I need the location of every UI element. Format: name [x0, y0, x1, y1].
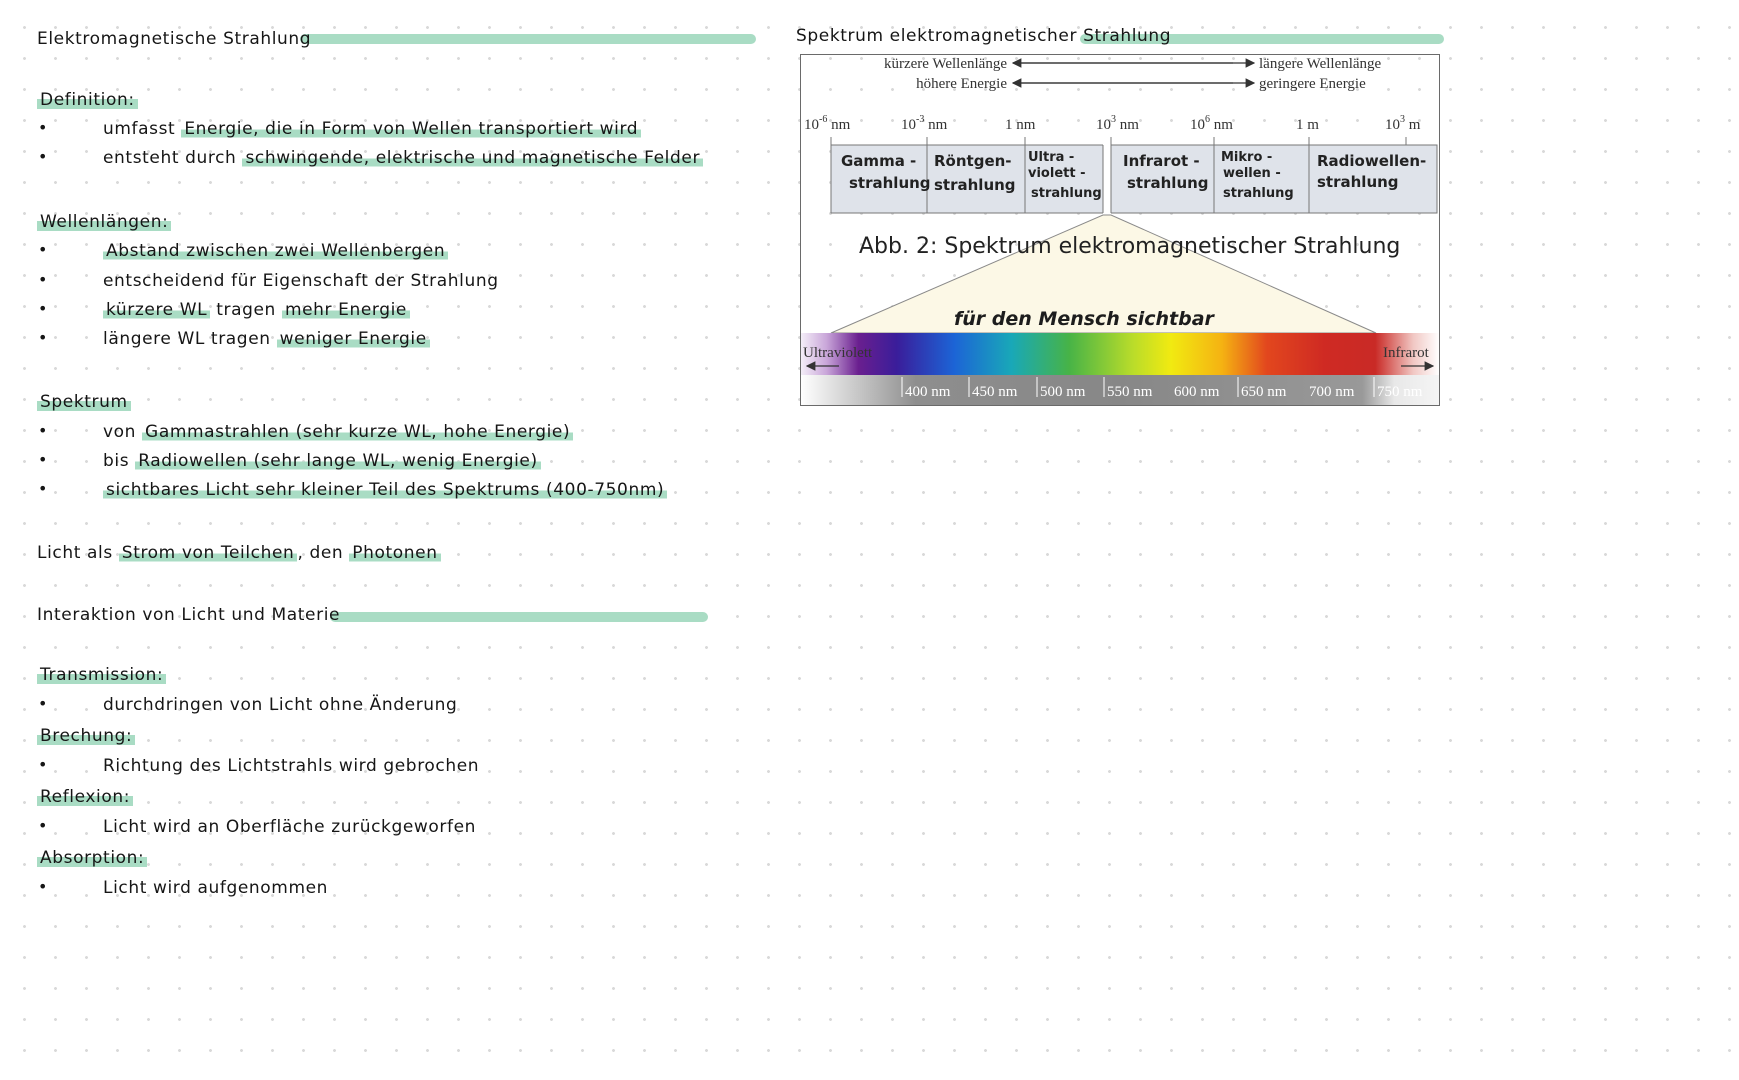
title-text: Elektromagnetische Strahlung — [37, 29, 312, 49]
scale-ticks — [831, 137, 1406, 145]
band-radio-line2: strahlung — [1317, 173, 1399, 191]
band-gamma-line2: strahlung — [849, 174, 931, 192]
spectrum-item-3: sichtbares Licht sehr kleiner Teil des Spektrums (400-750nm) — [103, 479, 667, 501]
band-uv-line2: violett - — [1028, 166, 1086, 181]
figure-caption: Abb. 2: Spektrum elektromagnetischer Strahlung — [859, 234, 1401, 259]
longer-wavelength-label: längere Wellenlänge — [1259, 56, 1382, 72]
band-uv-line3: strahlung — [1031, 186, 1102, 201]
visible-note: für den Mensch sichtbar — [954, 308, 1214, 330]
bullet: • — [38, 755, 48, 774]
spectrum-figure — [800, 54, 1440, 406]
scale-label-4: $10^6$ nm — [1190, 114, 1233, 133]
bullet: • — [38, 240, 48, 259]
scale-label-1: $10^{-3}$ nm — [901, 114, 948, 133]
wavelengths-heading: Wellenlängen: — [37, 211, 171, 233]
title-underline — [300, 34, 756, 44]
band-ir-line2: strahlung — [1127, 174, 1209, 192]
bullet: • — [38, 147, 48, 166]
band-micro-line1: Mikro - — [1221, 150, 1273, 165]
bullet: • — [38, 479, 48, 498]
band-micro-line2: wellen - — [1223, 166, 1281, 181]
spectrum-title: Spektrum elektromagnetischer Strahlung — [796, 26, 1172, 46]
spectrum-heading: Spektrum — [37, 391, 131, 413]
reflection-heading: Reflexion: — [37, 786, 133, 808]
bullet: • — [38, 299, 48, 318]
absorption-item: Licht wird aufgenommen — [103, 878, 329, 898]
scale-label-0: $10^{-6}$ nm — [804, 114, 851, 133]
wavelengths-item-2: entscheidend für Eigenschaft der Strahlung — [103, 271, 499, 291]
bullet: • — [38, 421, 48, 440]
nm-tick-550: 550 nm — [1107, 384, 1153, 400]
spectrum-item-2: bis Radiowellen (sehr lange WL, wenig Energie) — [103, 450, 541, 472]
nm-tick-450: 450 nm — [972, 384, 1018, 400]
spectrum-item-1: von Gammastrahlen (sehr kurze WL, hohe Energie) — [103, 421, 573, 443]
ultraviolet-label: Ultraviolett — [803, 345, 873, 361]
band-gap — [1103, 135, 1111, 215]
bullet: • — [38, 816, 48, 835]
definition-heading: Definition: — [37, 89, 138, 111]
band-uv-line1: Ultra - — [1028, 150, 1075, 165]
transmission-item: durchdringen von Licht ohne Änderung — [103, 695, 458, 715]
nm-tick-400: 400 nm — [905, 384, 951, 400]
shorter-wavelength-label: kürzere Wellenlänge — [883, 56, 1007, 72]
wavelengths-item-1: Abstand zwischen zwei Wellenbergen — [103, 240, 448, 262]
photon-line: Licht als Strom von Teilchen , den Photonen — [37, 542, 441, 564]
bullet: • — [38, 877, 48, 896]
interaction-title: Interaktion von Licht und Materie — [37, 605, 341, 625]
absorption-heading: Absorption: — [37, 847, 147, 869]
transmission-heading: Transmission: — [37, 664, 166, 686]
band-gamma-line1: Gamma - — [841, 152, 917, 170]
lower-energy-label: geringere Energie — [1259, 76, 1366, 92]
scale-label-5: 1 m — [1296, 117, 1319, 133]
bullet: • — [38, 328, 48, 347]
visible-spectrum-bar — [801, 333, 1439, 375]
refraction-item: Richtung des Lichtstrahls wird gebrochen — [103, 756, 480, 776]
bullet: • — [38, 694, 48, 713]
wavelengths-item-4: längere WL tragen weniger Energie — [103, 328, 430, 350]
nm-tick-750: 750 nm — [1377, 384, 1423, 400]
interaction-underline — [330, 612, 708, 622]
nm-tick-700: 700 nm — [1309, 384, 1355, 400]
scale-label-3: $10^3$ nm — [1096, 114, 1139, 133]
band-radio-line1: Radiowellen- — [1317, 152, 1427, 170]
definition-item-1: umfasst Energie, die in Form von Wellen transportiert wird — [103, 118, 641, 140]
wavelengths-item-3: kürzere WL tragen mehr Energie — [103, 299, 410, 321]
higher-energy-label: höhere Energie — [916, 76, 1007, 92]
reflection-item: Licht wird an Oberfläche zurückgeworfen — [103, 817, 477, 837]
definition-item-2: entsteht durch schwingende, elektrische und magnetische Felder — [103, 147, 703, 169]
scale-labels — [804, 114, 1421, 133]
spectrum-svg — [801, 55, 1439, 405]
bullet: • — [38, 450, 48, 469]
nm-tick-500: 500 nm — [1040, 384, 1086, 400]
band-xray-line2: strahlung — [934, 176, 1016, 194]
nm-tick-650: 650 nm — [1241, 384, 1287, 400]
bullet: • — [38, 270, 48, 289]
band-micro-line3: strahlung — [1223, 186, 1294, 201]
band-xray-line1: Röntgen- — [934, 152, 1012, 170]
section-title — [37, 28, 311, 50]
scale-label-6: $10^3$ m — [1385, 114, 1421, 133]
band-ir-line1: Infrarot - — [1123, 152, 1200, 170]
nm-tick-600: 600 nm — [1174, 384, 1220, 400]
infrared-label: Infrarot — [1383, 345, 1429, 361]
bullet: • — [38, 118, 48, 137]
scale-label-2: 1 nm — [1005, 117, 1036, 133]
refraction-heading: Brechung: — [37, 725, 135, 747]
